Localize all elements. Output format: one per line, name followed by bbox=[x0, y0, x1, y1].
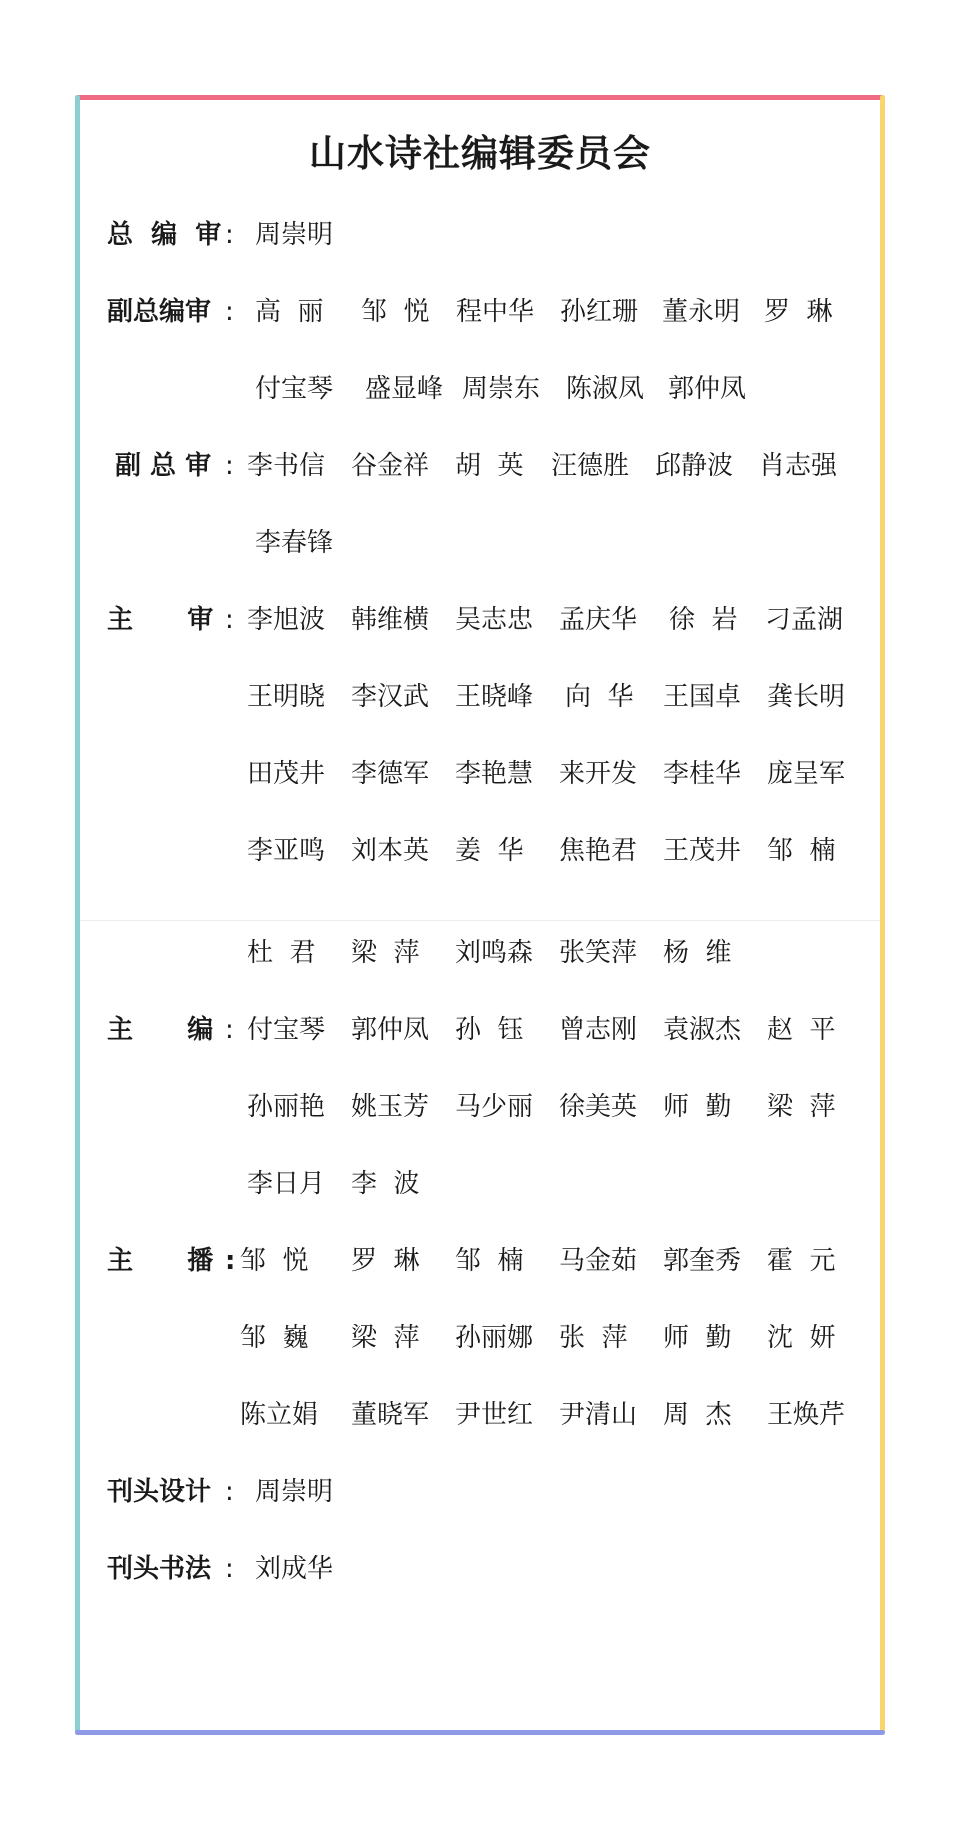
name-item: 龚长明 bbox=[767, 682, 846, 712]
section-colon: : bbox=[225, 605, 234, 635]
page-divider bbox=[80, 920, 880, 921]
name-item: 孙丽娜 bbox=[455, 1323, 534, 1353]
name-item: 邹 楠 bbox=[455, 1246, 524, 1276]
name-item: 尹世红 bbox=[455, 1400, 534, 1430]
name-item: 郭仲凤 bbox=[351, 1015, 430, 1045]
name-item: 谷金祥 bbox=[351, 451, 430, 481]
name-item: 郭奎秀 bbox=[663, 1246, 742, 1276]
name-item: 孟庆华 bbox=[559, 605, 638, 635]
section-colon: : bbox=[225, 1554, 234, 1584]
name-item: 邹 巍 bbox=[240, 1323, 309, 1353]
bottom-border bbox=[75, 1730, 885, 1735]
name-item: 姜 华 bbox=[455, 836, 524, 866]
left-border bbox=[75, 95, 80, 1735]
name-list bbox=[255, 292, 834, 332]
name-item: 董晓军 bbox=[351, 1400, 430, 1430]
section-colon: : bbox=[225, 220, 234, 250]
name-item: 尹清山 bbox=[559, 1400, 638, 1430]
name-item: 霍 元 bbox=[767, 1246, 836, 1276]
section-colon: : bbox=[225, 1015, 234, 1045]
right-border bbox=[880, 95, 885, 1735]
name-item: 韩维横 bbox=[351, 605, 430, 635]
name-list bbox=[255, 1472, 359, 1512]
name-item: 张笑萍 bbox=[559, 938, 638, 968]
name-item: 李旭波 bbox=[247, 605, 326, 635]
name-item: 徐 岩 bbox=[669, 605, 738, 635]
name-list bbox=[247, 600, 855, 640]
name-list bbox=[247, 1164, 455, 1204]
name-item: 肖志强 bbox=[759, 451, 838, 481]
name-item: 邹 楠 bbox=[767, 836, 836, 866]
name-item: 罗 琳 bbox=[764, 297, 833, 327]
section-colon: : bbox=[225, 297, 234, 327]
name-list bbox=[247, 1087, 857, 1127]
name-item: 马少丽 bbox=[455, 1092, 534, 1122]
name-item: 梁 萍 bbox=[351, 938, 420, 968]
name-item: 袁淑杰 bbox=[663, 1015, 742, 1045]
name-item: 李书信 bbox=[247, 451, 326, 481]
name-item: 庞呈军 bbox=[767, 759, 846, 789]
name-item: 师 勤 bbox=[663, 1092, 732, 1122]
name-item: 李日月 bbox=[247, 1169, 326, 1199]
name-item: 胡 英 bbox=[455, 451, 524, 481]
name-item: 高 丽 bbox=[255, 297, 324, 327]
top-border bbox=[75, 95, 885, 100]
name-item: 赵 平 bbox=[767, 1015, 836, 1045]
name-item: 陈淑凤 bbox=[566, 374, 645, 404]
name-item: 梁 萍 bbox=[351, 1323, 420, 1353]
name-list bbox=[255, 215, 359, 255]
name-item: 李 波 bbox=[351, 1169, 420, 1199]
name-item: 王国卓 bbox=[663, 682, 742, 712]
name-item: 沈 妍 bbox=[767, 1323, 836, 1353]
name-item: 师 勤 bbox=[663, 1323, 732, 1353]
name-item: 田茂井 bbox=[247, 759, 326, 789]
name-list bbox=[255, 523, 359, 563]
name-item: 盛显峰 bbox=[365, 374, 444, 404]
name-item: 刘鸣森 bbox=[455, 938, 534, 968]
name-item: 刁孟湖 bbox=[765, 605, 844, 635]
name-list bbox=[247, 446, 849, 486]
name-item: 王焕芹 bbox=[767, 1400, 846, 1430]
name-item: 杜 君 bbox=[247, 938, 316, 968]
name-list bbox=[247, 933, 767, 973]
name-item: 吴志忠 bbox=[455, 605, 534, 635]
name-item: 邹 悦 bbox=[240, 1246, 309, 1276]
name-item: 来开发 bbox=[559, 759, 638, 789]
name-item: 杨 维 bbox=[663, 938, 732, 968]
name-list bbox=[247, 831, 857, 871]
section-label: 总 编 审 bbox=[107, 220, 222, 250]
section-label: 刊头书法 bbox=[107, 1554, 212, 1584]
name-item: 郭仲凤 bbox=[668, 374, 747, 404]
name-list bbox=[255, 369, 770, 409]
name-item: 梁 萍 bbox=[767, 1092, 836, 1122]
name-item: 董永明 bbox=[662, 297, 741, 327]
name-list bbox=[247, 1010, 857, 1050]
name-item: 付宝琴 bbox=[247, 1015, 326, 1045]
name-item: 焦艳君 bbox=[559, 836, 638, 866]
name-item: 李艳慧 bbox=[455, 759, 534, 789]
name-item: 李亚鸣 bbox=[247, 836, 326, 866]
committee-card bbox=[75, 95, 885, 1735]
name-item: 李桂华 bbox=[663, 759, 742, 789]
name-item: 马金茹 bbox=[559, 1246, 638, 1276]
name-item: 曾志刚 bbox=[559, 1015, 638, 1045]
section-label: 主 播 bbox=[107, 1246, 214, 1276]
name-item: 李德军 bbox=[351, 759, 430, 789]
name-list bbox=[255, 1549, 359, 1589]
name-list bbox=[240, 1395, 857, 1435]
name-item: 李春锋 bbox=[255, 528, 334, 558]
name-item: 周崇明 bbox=[255, 1477, 334, 1507]
name-item: 陈立娟 bbox=[240, 1400, 319, 1430]
name-item: 汪德胜 bbox=[551, 451, 630, 481]
name-item: 王明晓 bbox=[247, 682, 326, 712]
name-item: 付宝琴 bbox=[255, 374, 334, 404]
name-list bbox=[247, 677, 857, 717]
name-item: 孙红珊 bbox=[560, 297, 639, 327]
name-item: 周崇东 bbox=[462, 374, 541, 404]
name-item: 周崇明 bbox=[255, 220, 334, 250]
name-item: 孙丽艳 bbox=[247, 1092, 326, 1122]
name-item: 王茂井 bbox=[663, 836, 742, 866]
section-colon: : bbox=[225, 451, 234, 481]
name-item: 孙 钰 bbox=[455, 1015, 524, 1045]
name-item: 刘成华 bbox=[255, 1554, 334, 1584]
name-item: 程中华 bbox=[456, 297, 535, 327]
section-label: 主 编 bbox=[107, 1015, 214, 1045]
name-item: 邹 悦 bbox=[361, 297, 430, 327]
name-item: 邱静波 bbox=[655, 451, 734, 481]
name-list bbox=[240, 1318, 857, 1358]
name-item: 姚玉芳 bbox=[351, 1092, 430, 1122]
name-item: 张 萍 bbox=[559, 1323, 628, 1353]
name-list bbox=[240, 1241, 857, 1281]
page-title: 山水诗社编辑委员会 bbox=[309, 132, 651, 175]
name-item: 李汉武 bbox=[351, 682, 430, 712]
name-item: 罗 琳 bbox=[351, 1246, 420, 1276]
section-colon: : bbox=[225, 1246, 236, 1276]
name-item: 周 杰 bbox=[663, 1400, 732, 1430]
name-item: 徐美英 bbox=[559, 1092, 638, 1122]
section-label: 主 审 bbox=[107, 605, 214, 635]
name-item: 王晓峰 bbox=[455, 682, 534, 712]
section-label: 副 总 审 bbox=[115, 451, 212, 481]
section-label: 副总编审 bbox=[107, 297, 212, 327]
name-item: 向 华 bbox=[565, 682, 634, 712]
section-colon: : bbox=[225, 1477, 234, 1507]
section-label: 刊头设计 bbox=[107, 1477, 212, 1507]
name-item: 刘本英 bbox=[351, 836, 430, 866]
name-list bbox=[247, 754, 857, 794]
